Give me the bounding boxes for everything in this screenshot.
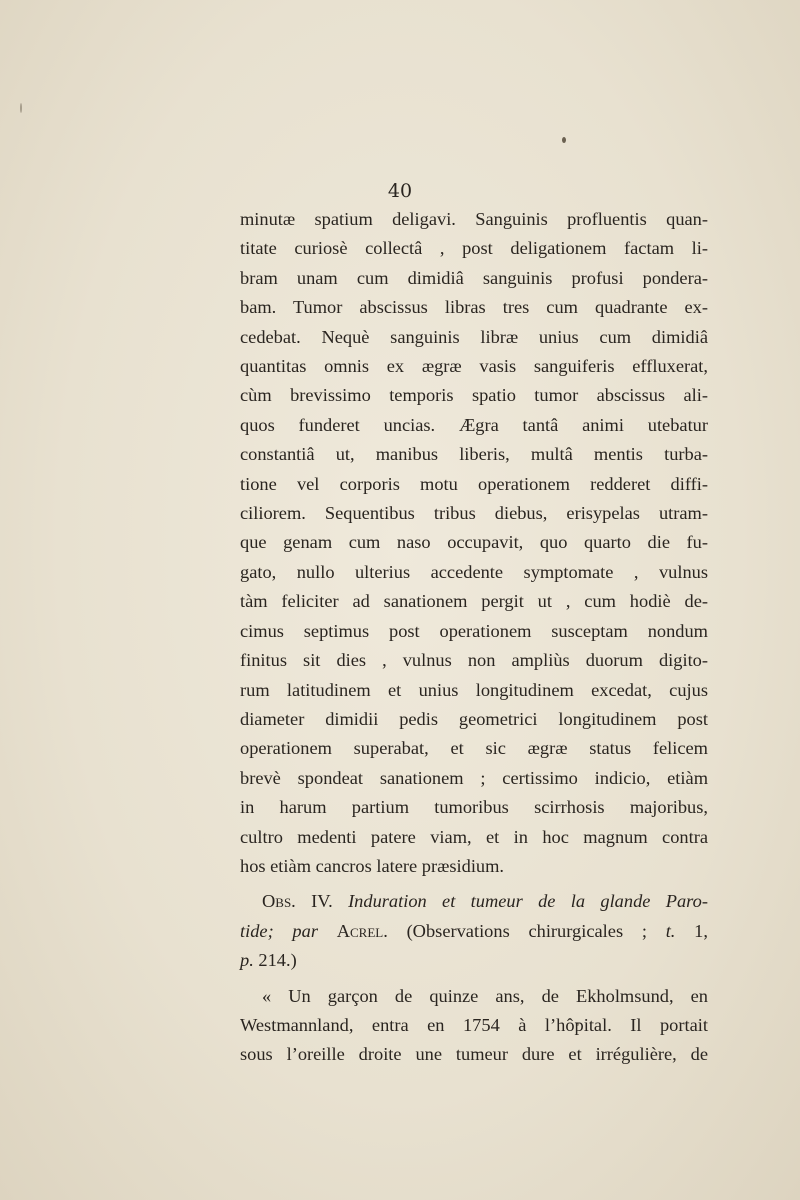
text-line: finitus sit dies , vulnus non ampliùs duorum digito- bbox=[240, 650, 708, 671]
text-line: bram unam cum dimidiâ sanguinis profusi pondera- bbox=[240, 267, 708, 288]
text-line: ciliorem. Sequentibus tribus diebus, erisypelas utram- bbox=[240, 503, 708, 524]
obs-title: Induration et tumeur de la glande Paro- bbox=[348, 891, 708, 912]
ink-speck bbox=[20, 103, 22, 113]
text-line: cedebat. Nequè sanguinis libræ unius cum dimidiâ bbox=[240, 326, 708, 347]
text-line: sous l’oreille droite une tumeur dure et irrégulière, de bbox=[240, 1044, 708, 1065]
obs-ref-volume: 1, bbox=[694, 920, 708, 941]
text-line: cùm brevissimo temporis spatio tumor abscissus ali- bbox=[240, 385, 708, 406]
text-line: operationem superabat, et sic ægræ status felicem bbox=[240, 738, 708, 759]
text-line: tàm feliciter ad sanationem pergit ut , cum hodiè de- bbox=[240, 591, 708, 612]
obs-heading-line bbox=[240, 946, 708, 975]
text-line: Westmannland, entra en 1754 à l’hôpital. Il portait bbox=[240, 1014, 708, 1035]
obs-ref-page: 214.) bbox=[258, 950, 297, 971]
obs-label: Obs. IV. bbox=[262, 891, 333, 912]
obs-author: Acrel. bbox=[336, 920, 388, 941]
text-line: cultro medenti patere viam, et in hoc magnum contra bbox=[240, 826, 708, 847]
text-line: que genam cum naso occupavit, quo quarto die fu- bbox=[240, 532, 708, 553]
text-line: gato, nullo ulterius accedente symptomate , vulnus bbox=[240, 561, 708, 582]
obs-ref-page-label: p. bbox=[240, 950, 254, 971]
obs-heading-line bbox=[240, 887, 708, 916]
obs-heading-line bbox=[240, 917, 708, 946]
text-line: quantitas omnis ex ægræ vasis sanguiferis effluxerat, bbox=[240, 356, 708, 377]
page-number: 40 bbox=[387, 180, 413, 202]
page-body bbox=[240, 205, 708, 1070]
text-line: in harum partium tumoribus scirrhosis majoribus, bbox=[240, 797, 708, 818]
obs-title-end: tide; par bbox=[240, 920, 318, 941]
observation-heading bbox=[240, 887, 708, 975]
text-line: hos etiàm cancros latere præsidium. bbox=[240, 855, 505, 876]
french-paragraph bbox=[240, 982, 708, 1070]
text-line: bam. Tumor abscissus libras tres cum quadrante ex- bbox=[240, 297, 708, 318]
text-line: rum latitudinem et unius longitudinem excedat, cujus bbox=[240, 679, 708, 700]
obs-reference: (Observations chirurgicales ; bbox=[406, 920, 647, 941]
text-line: « Un garçon de quinze ans, de Ekholmsund, en bbox=[262, 985, 708, 1006]
text-line: brevè spondeat sanationem ; certissimo indicio, etiàm bbox=[240, 767, 708, 788]
obs-ref-tome: t. bbox=[665, 920, 676, 941]
text-line: minutæ spatium deligavi. Sanguinis profluentis quan- bbox=[240, 209, 708, 229]
text-line: diameter dimidii pedis geometrici longitudinem post bbox=[240, 708, 708, 729]
ink-speck bbox=[562, 137, 566, 143]
latin-paragraph bbox=[240, 205, 708, 881]
text-line: constantiâ ut, manibus liberis, multâ mentis turba- bbox=[240, 444, 708, 465]
text-line: tione vel corporis motu operationem redderet diffi- bbox=[240, 473, 708, 494]
text-line: titate curiosè collectâ , post deligationem factam li- bbox=[240, 238, 708, 259]
text-line: quos funderet uncias. Ægra tantâ animi utebatur bbox=[240, 414, 708, 435]
text-line: cimus septimus post operationem susceptam nondum bbox=[240, 620, 708, 641]
